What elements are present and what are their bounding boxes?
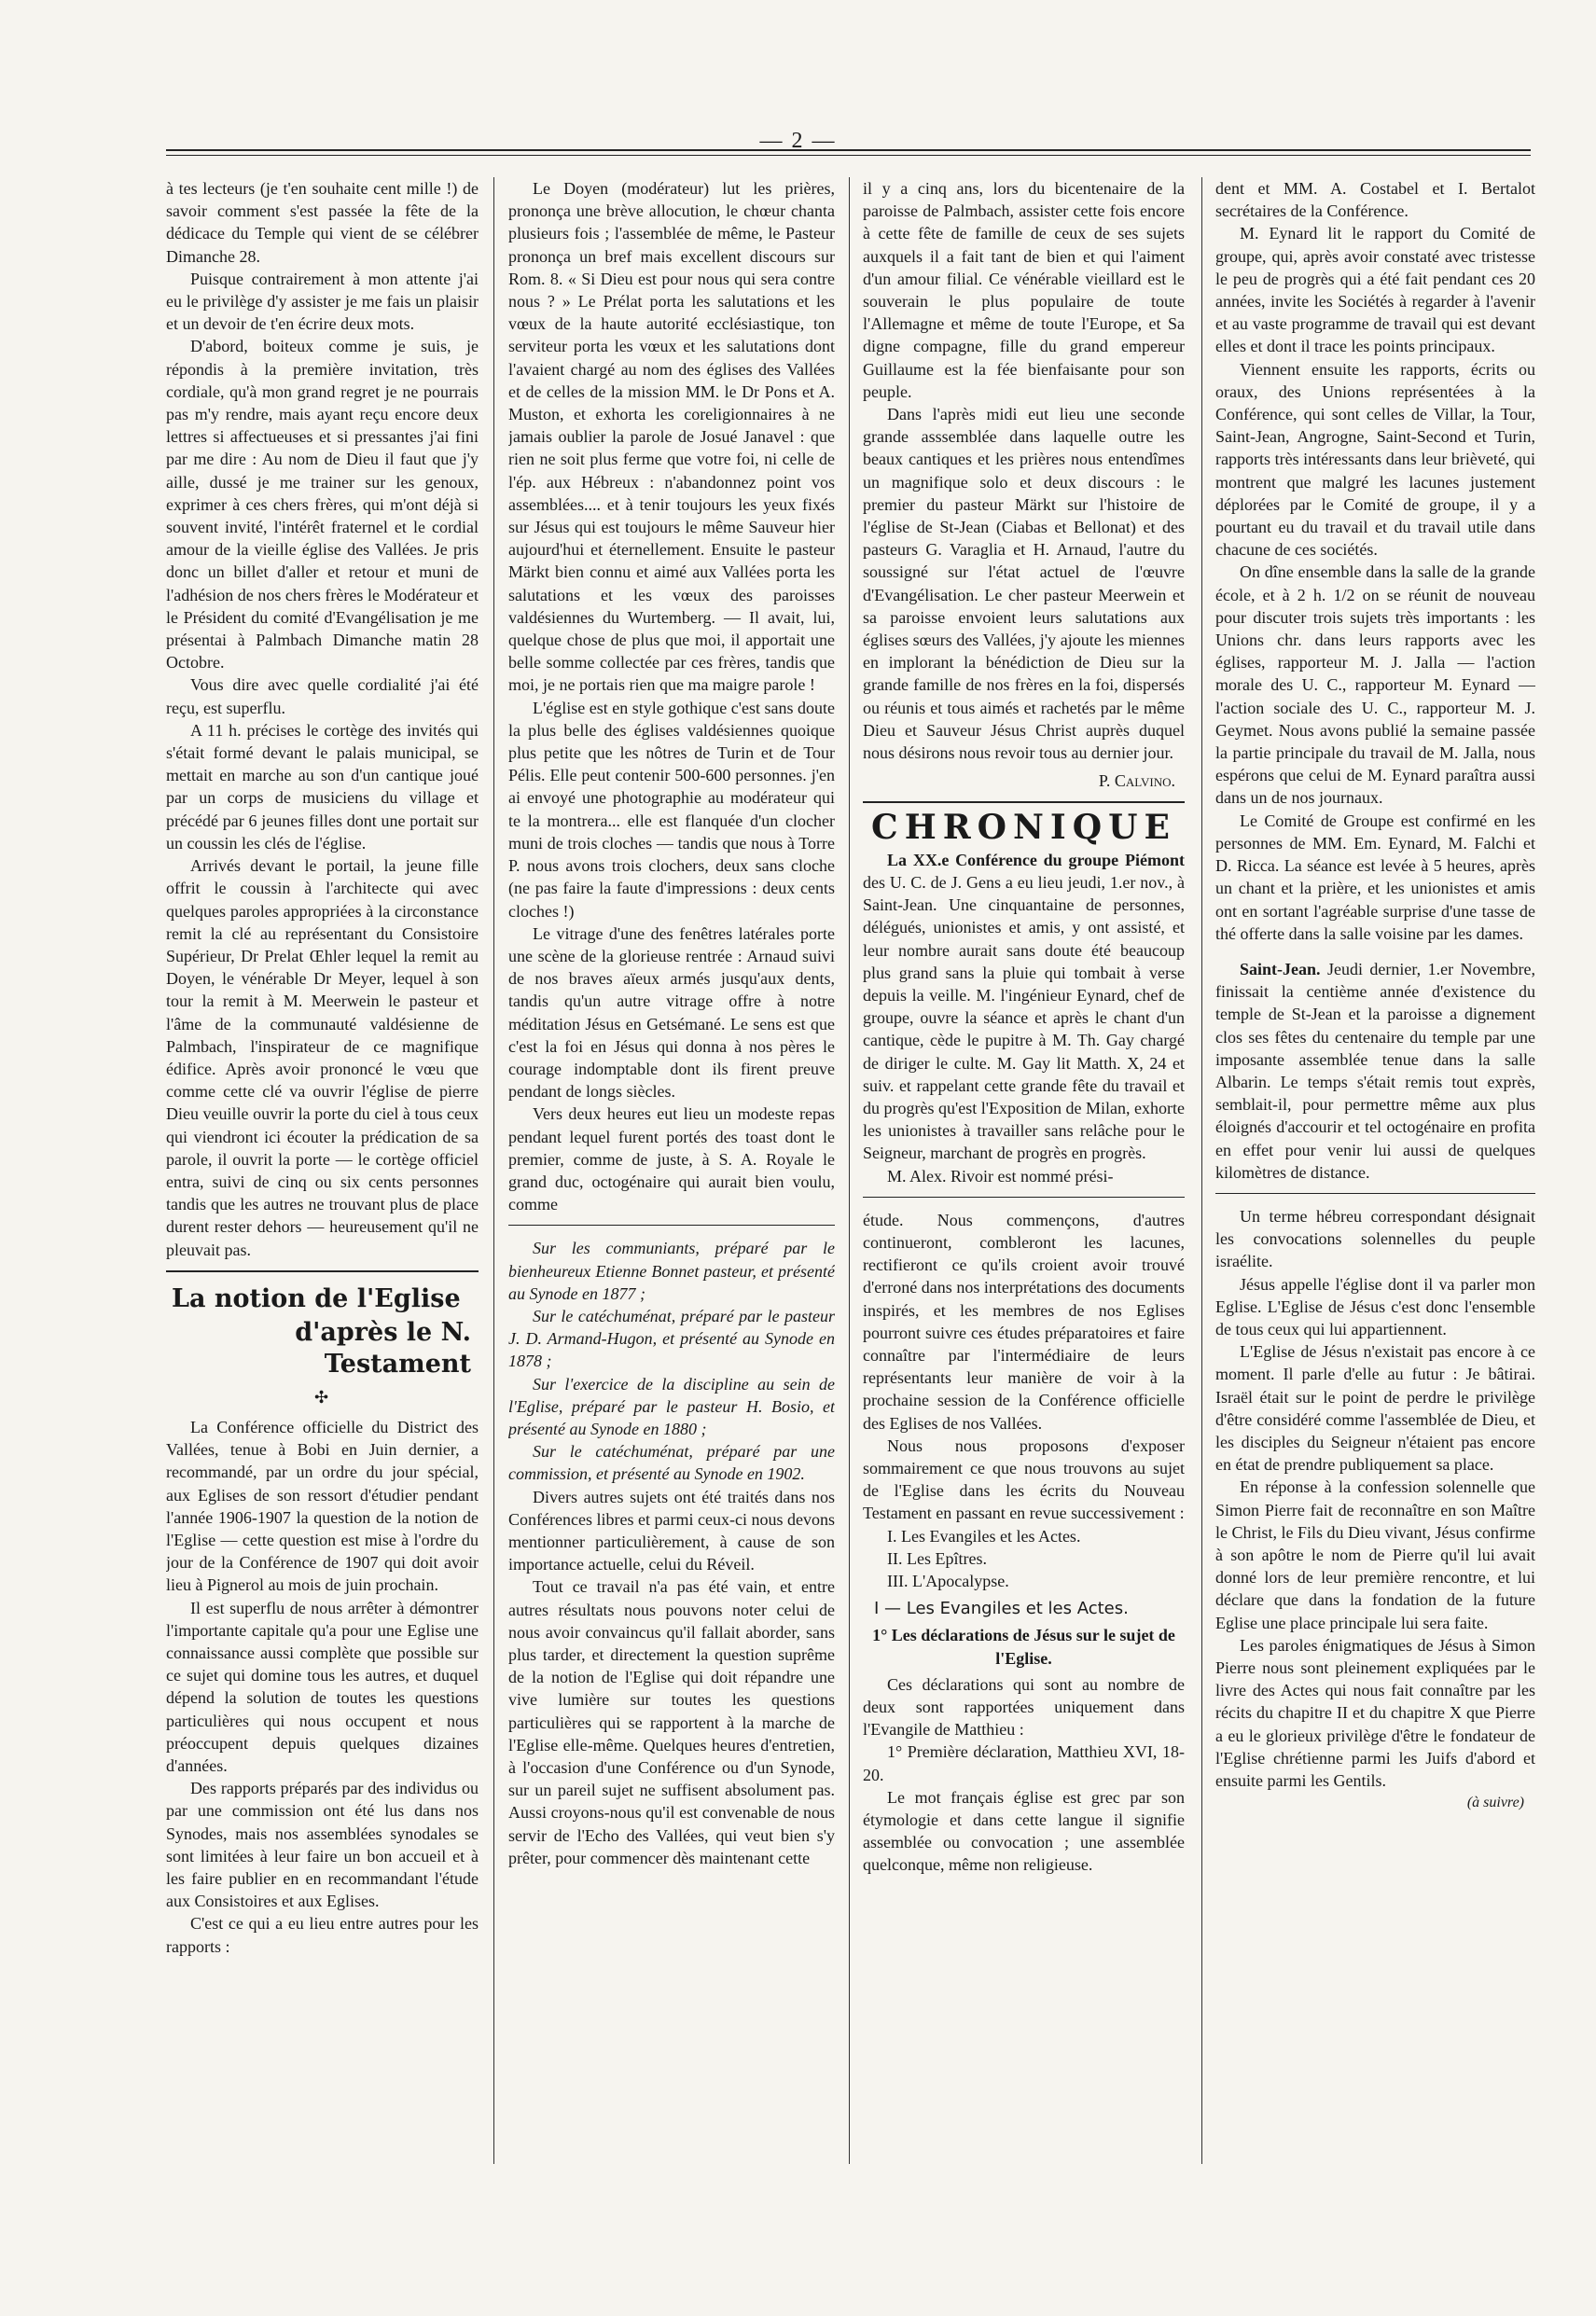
- paragraph: On dîne ensemble dans la salle de la grande école, et à 2 h. 1/2 on se réunit de nouveau pour discuter trois sujets très importants : les Unions chr. dans leurs rapports avec les églises, rapporteur M. J. Jalla — l'action morale des U. C., rapporteur M. Eynard — l'action sociale des U. C., rapporteur M. J. Geymet. Nous avons publié la semaine passée la partie principale du travail de M. Jalla, nous espérons que celui de M. Eynard paraîtra aussi dans un de nos journaux.: [1215, 562, 1535, 808]
- page-number: — 2 —: [759, 129, 837, 153]
- paragraph: il y a cinq ans, lors du bicentenaire de la paroisse de Palmbach, assister cette fois encore à cette fête de famille de ceux de ses sujets auxquels il a fait tant de bien et qui l'aiment d'un amour filial. Ce vénérable vieillard est le souverain le plus populaire de toute l'Allemagne et même de toute l'Europe, et Sa digne compagne, fille du grand empereur Guillaume est la fée bienfaisante pour son peuple.: [863, 179, 1185, 401]
- paragraph: L'église est en style gothique c'est sans doute la plus belle des églises valdésiennes quoique plus petite que les nôtres de Turin et de Tour Pélis. Elle peut contenir 500-600 personnes. j'en ai envoyé une photographie au modérateur qui te la montrera... elle est flanquée d'un clocher muni de trois cloches — tandis que nous à Torre P. nous avons trois clochers, deux sans cloche (ne pas faire la faute d'impressions : deux cents cloches !): [508, 698, 835, 921]
- paragraph: à tes lecteurs (je t'en souhaite cent mille !) de savoir comment s'est passée la fête de la dédicace du Temple qui vient de se célébrer Dimanche 28.: [166, 179, 479, 266]
- paragraph: En réponse à la confession solennelle que Simon Pierre fait de reconnaître en son Maître le Christ, le Fils du Dieu vivant, Jésus confirme à son apôtre le nom de Pierre qu'il lui avait donné lors de leur première rencontre, et lui déclare que dans la fondation de la future Eglise une place principale lui sera faite.: [1215, 1477, 1535, 1632]
- paragraph-lead: Saint-Jean.: [1240, 959, 1321, 978]
- paragraph: Sur l'exercice de la discipline au sein de l'Eglise, préparé par le pasteur H. Bosio, et présenté au Synode en 1880 ;: [508, 1374, 835, 1438]
- paragraph: Divers autres sujets ont été traités dans nos Conférences libres et parmi ceux-ci nous devons mentionner particulièrement, à cause de son importance actuelle, celui du Réveil.: [508, 1487, 835, 1574]
- list: [863, 1525, 1185, 1593]
- paragraph: M. Eynard lit le rapport du Comité de groupe, qui, après avoir constaté avec tristesse le peu de progrès qui a été fait pendant ces 20 années, invite les Sociétés à regarder à l'avenir et au vaste programme de travail qui est devant elles et dont il trace les points principaux.: [1215, 224, 1535, 356]
- paragraph: L'Eglise de Jésus n'existait pas encore à ce moment. Il parle d'elle au futur : Je bâtirai. Israël était sur le point de perdre le privilège d'être considéré comme l'assemblée de Dieu, et les disciples du Seigneur n'étaient pas encore en état de prendre publiquement sa place.: [1215, 1342, 1535, 1475]
- paragraph: C'est ce qui a eu lieu entre autres pour les rapports :: [166, 1914, 479, 1956]
- section-rule: [508, 1225, 835, 1226]
- paragraph: Des rapports préparés par des individus ou par une commission ont été lus dans nos Synodes, mais nos assemblées synodales se sont limitées à leur faire un bon accueil et à les faire publier en en recommandant l'étude aux Consistoires et aux Eglises.: [166, 1779, 479, 1911]
- paragraph: [1215, 958, 1535, 1184]
- paragraph: Arrivés devant le portail, la jeune fille offrit le coussin à l'architecte qui avec quelques paroles appropriées à la circonstance remit la clé au représentant du Consistoire Supérieur, Dr Prelat Œhler lequel la remit au Doyen, le vénérable Dr Meyer, lequel à son tour la remit à M. Meerwein le pasteur et l'âme de la communauté valdésienne de Palmbach, l'inspirateur de ce magnifique édifice. Après avoir prononcé le vœu que comme cette clé va ouvrir l'église de pierre Dieu veuille ouvrir la porte du ciel à tous ceux qui viendront ici écouter la prédication de sa parole, il ouvrit la porte — le cortège officiel entra, suivi de cinq ou six cents personnes tandis que les autres ne trouvant plus de place durent rester dehors — heureusement qu'il ne pleuvait pas.: [166, 856, 479, 1259]
- column-4: [1215, 177, 1535, 2173]
- paragraph: Vous dire avec quelle cordialité j'ai été reçu, est superflu.: [166, 675, 479, 717]
- paragraph: D'abord, boiteux comme je suis, je répondis à la première invitation, très cordiale, qu'à mon grand regret je ne pourrais pas m'y rendre, mais ayant reçu encore deux lettres si affectueuses et si pressantes j'ai fini par me dire : Au nom de Dieu il faut que j'y aille, dussé je me trainer sur les genoux, exprimer à ces chers frères, qui m'ont déjà si souvent invité, l'intérêt fraternel et le cordial amour de la vieille église des Vallées. Je pris donc un billet d'aller et retour et muni de l'adhésion de nos chers frères le Modérateur et le Président du comité d'Evangélisation je me présentai à Palmbach Dimanche matin 28 Octobre.: [166, 337, 479, 673]
- list-item: I. Les Evangiles et les Actes.: [887, 1526, 1081, 1546]
- subsection-heading: 1° Les déclarations de Jésus sur le sujet de l'Eglise.: [872, 1626, 1175, 1668]
- article-subtitle: d'après le N. Testament: [295, 1317, 471, 1379]
- column-divider: [493, 177, 494, 2164]
- paragraph: dent et MM. A. Costabel et I. Bertalot secrétaires de la Conférence.: [1215, 179, 1535, 221]
- list-item: II. Les Epîtres.: [887, 1548, 987, 1568]
- paragraph: Les paroles énigmatiques de Jésus à Simon Pierre nous sont pleinement expliquées par le livre des Actes qui nous fait connaître par les récits du chapitre II et du chapitre X que Pierre a eu le glorieux privilège d'être le fondateur de l'Eglise chrétienne parmi les Juifs d'abord et ensuite parmi les Gentils.: [1215, 1635, 1535, 1791]
- paragraph: Sur les communiants, préparé par le bienheureux Etienne Bonnet pasteur, et présenté au Synode en 1877 ;: [508, 1239, 835, 1303]
- column-1: [166, 177, 479, 2173]
- column-2: [508, 177, 835, 2173]
- section-rule: [863, 801, 1185, 803]
- column-3: [863, 177, 1185, 2173]
- section-rule: [863, 1197, 1185, 1198]
- paragraph: Il est superflu de nous arrêter à démontrer l'importante capitale qu'a pour une Eglise une connaissance aussi complète que possible sur ce sujet qui domine tous les autres, et duquel dépend la solution de toutes les questions particulières qui nous occupent et nous préoccupent depuis quelques dizaines d'années.: [166, 1598, 479, 1775]
- paragraph: Un terme hébreu correspondant désignait les convocations solennelles du peuple israélite.: [1215, 1206, 1535, 1271]
- paragraph: Tout ce travail n'a pas été vain, et entre autres résultats nous pouvons noter celui de nous avoir convaincus qu'il fallait aborder, sans plus tarder, et directement la question suprême de la notion de l'Eglise qui doit répandre une vive lumière sur toutes les questions particulières qui se rapportent à la marche de l'Eglise elle-même. Quelques heures d'entretien, à l'occasion d'une Conférence ou d'un Synode, sur un pareil sujet ne suffisent absolument pas. Aussi croyons-nous qu'il est convenable de nous servir de l'Echo des Vallées, qui veut bien s'y prêter, pour commencer dès maintenant cette: [508, 1577, 835, 1867]
- column-divider: [849, 177, 850, 2164]
- paragraph: A 11 h. précises le cortège des invités qui s'était formé devant le palais municipal, se mettait en marche au son d'un cantique joué par un corps de musiciens du village et précédé par 6 jeunes filles dont une portait sur un coussin les clés de l'église.: [166, 720, 479, 853]
- paragraph: 1° Première déclaration, Matthieu XVI, 18-20.: [863, 1742, 1185, 1784]
- paragraph: Dans l'après midi eut lieu une seconde grande asssemblée dans laquelle outre les beaux cantiques et les prières nous entendîmes un magnifique solo et deux discours : le premier du pasteur Märkt sur l'histoire de l'église de St-Jean (Ciabas et Bellonat) et des pasteurs G. Varaglia et H. Arnaud, l'autre du soussigné sur l'état actuel de l'œuvre d'Evangélisation. Le cher pasteur Meerwein et sa paroisse envoient leurs salutations aux églises sœurs des Vallées, j'y ajoute les miennes en implorant la bénédiction de Dieu sur la grande famille de nos frères en la foi, dispersés ou réunis et tous aimés et rachetés par le même Dieu et Sauveur Jésus Christ auprès duquel nous désirons nous revoir tous au dernier jour.: [863, 405, 1185, 763]
- paragraph: Nous nous proposons d'exposer sommairement ce que nous trouvons au sujet de l'Eglise dans les écrits du Nouveau Testament en passant en revue successivement :: [863, 1435, 1185, 1523]
- paragraph: La Conférence officielle du District des Vallées, tenue à Bobi en Juin dernier, a recommandé, par un ordre du jour spécial, aux Eglises de son ressort d'étudier pendant l'année 1906-1907 la question de la notion de l'Eglise — cette question est mise à l'ordre du jour de la Conférence de 1907 qui doit avoir lieu à Pignerol au mois de juin prochain.: [166, 1417, 479, 1595]
- section-rule: [1215, 1193, 1535, 1194]
- section-title: CHRONIQUE: [871, 808, 1176, 848]
- paragraph: Le Comité de Groupe est confirmé en les personnes de MM. Em. Eynard, M. Falchi et D. Ricca. La séance est levée à 5 heures, après un chant et la prière, et les unionistes et amis ont en sortant l'agréable surprise d'une tasse de thé offerte dans la salle voisine par les dames.: [1215, 811, 1535, 943]
- paragraph: Puisque contrairement à mon attente j'ai eu le privilège d'y assister je me fais un plaisir et un devoir de t'en écrire deux mots.: [166, 269, 479, 334]
- paragraph: Le mot français église est grec par son étymologie et dans cette langue il signifie assemblée ou convocation ; une assemblée quelconque, même non religieuse.: [863, 1787, 1185, 1875]
- continued-note: (à suivre): [1466, 1795, 1524, 1811]
- paragraph: [863, 849, 1185, 1165]
- header-rule-thin: [166, 155, 1531, 156]
- paragraph: Le Doyen (modérateur) lut les prières, prononça une brève allocution, le chœur chanta plusieurs fois ; l'assemblée de même, le Pasteur prononça un bref mais excellent discours sur Rom. 8. « Si Dieu est pour nous qui sera contre nous ? » Le Prélat porta les salutations et les vœux de la haute autorité ecclésiastique, ton serviteur porta les vœux et les salutations dont l'avaient chargé au nom des églises des Vallées et de celles de la mission MM. le Dr Pons et A. Muston, et exhorta les coreligionnaires à ne jamais oublier la parole de Josué Janavel : que rien ne soit plus ferme que votre foi, ni celle de l'ép. aux Hébreux : n'abandonnez point vos assemblées.... et à tenir toujours les yeux fixés sur Jésus qui est toujours le même Sauveur hier aujourd'hui et éternellement. Ensuite le pasteur Märkt bien connu et aimé aux Vallées porta les salutations et les vœux des paroisses valdésiennes du Wurtemberg. — Il avait, lui, quelque chose de plus que moi, il apportait une belle somme collectée par ces frères, tandis que moi, je ne portais rien que ma maigre parole !: [508, 179, 835, 695]
- paragraph: Le vitrage d'une des fenêtres latérales porte une scène de la glorieuse rentrée : Arnaud suivi de nos braves aïeux armés jusqu'aux dents, tandis qu'un autre vitrage offre à notre méditation Jésus en Getsémané. Le sens est que c'est la foi en Jésus qui donna à nos pères le courage indomptable dont ils firent preuve pendant de longs siècles.: [508, 923, 835, 1102]
- section-heading: I — Les Evangiles et les Actes.: [874, 1599, 1129, 1619]
- paragraph-body: Jeudi dernier, 1.er Novembre, finissait la centième année d'existence du temple de St-Jean et la paroisse a dignement clos ses fêtes du centenaire du temple par une imposante assemblée tenue dans la salle Albarin. Le temps s'était remis tout exprès, semblait-il, pour permettre même aux plus éloignés d'accourir et tel octogénaire en profita en effet pour venir lui aussi de quelques kilomètres de distance.: [1215, 959, 1535, 1182]
- paragraph: Viennent ensuite les rapports, écrits ou oraux, des Unions représentées à la Conférence, qui sont celles de Villar, la Tour, Saint-Jean, Angrogne, Saint-Second et Turin, rapports très intéressants dans leur brièveté, qui montrent que malgré les lacunes justement déplorées par le Comité de groupe, il y a pourtant eu du travail et du travail utile dans chacune de ces sociétés.: [1215, 359, 1535, 560]
- column-divider: [1201, 177, 1202, 2164]
- paragraph: Jésus appelle l'église dont il va parler mon Eglise. L'Eglise de Jésus c'est donc l'ensemble de tous ceux qui lui appartiennent.: [1215, 1274, 1535, 1338]
- paragraph: Sur le catéchuménat, préparé par le pasteur J. D. Armand-Hugon, et présenté au Synode en 1878 ;: [508, 1306, 835, 1371]
- paragraph: étude. Nous commençons, d'autres continueront, combleront les lacunes, rectifieront ce qu'ils croient avoir trouvé d'erroné dans nos interprétations des documents inspirés, et les membres de nos Eglises pourront suivre ces études préparatoires et faire connaître par l'intermédiaire de leurs représentants leur manière de voir à la prochaine session de la Conférence officielle des Eglises de nos Vallées.: [863, 1210, 1185, 1433]
- signature: P. Calvino.: [1098, 771, 1175, 791]
- list-item: III. L'Apocalypse.: [887, 1571, 1009, 1590]
- paragraph: Vers deux heures eut lieu un modeste repas pendant lequel furent portés des toast dont le premier, comme de juste, à S. A. Royale le grand duc, octogénaire qui aurait bien voulu, comme: [508, 1104, 835, 1214]
- section-rule: [166, 1270, 479, 1272]
- paragraph: Ces déclarations qui sont au nombre de deux sont rapportées uniquement dans l'Evangile de Matthieu :: [863, 1674, 1185, 1740]
- paragraph: M. Alex. Rivoir est nommé prési-: [887, 1166, 1114, 1186]
- paragraph-lead: La XX.e Conférence du groupe Piémont: [887, 850, 1185, 869]
- header-rule: [166, 149, 1531, 151]
- article-title: La notion de l'Eglise: [172, 1283, 461, 1313]
- paragraph: Sur le catéchuménat, préparé par une commission, et présenté au Synode en 1902.: [508, 1442, 835, 1484]
- paragraph-body: des U. C. de J. Gens a eu lieu jeudi, 1.er nov., à Saint-Jean. Une cinquantaine de personnes, délégués, unionistes et amis, y ont assisté, et leur nombre aurait sans doute été beaucoup plus grand sans la pluie qui tombait à verse depuis la veille. M. l'ingénieur Eynard, chef de groupe, ouvre la séance et après le chant d'un cantique, cède le pupitre à M. Th. Gay chargé de diriger le culte. M. Gay lit Matth. X, 24 et suiv. et rappelant cette grande fête du travail et du progrès qu'est l'Exposition de Milan, exhorte les unionistes à travailler sans relâche pour le Seigneur, marchant de progrès en progrès.: [863, 872, 1185, 1163]
- ornament-icon: ✣: [313, 1387, 331, 1407]
